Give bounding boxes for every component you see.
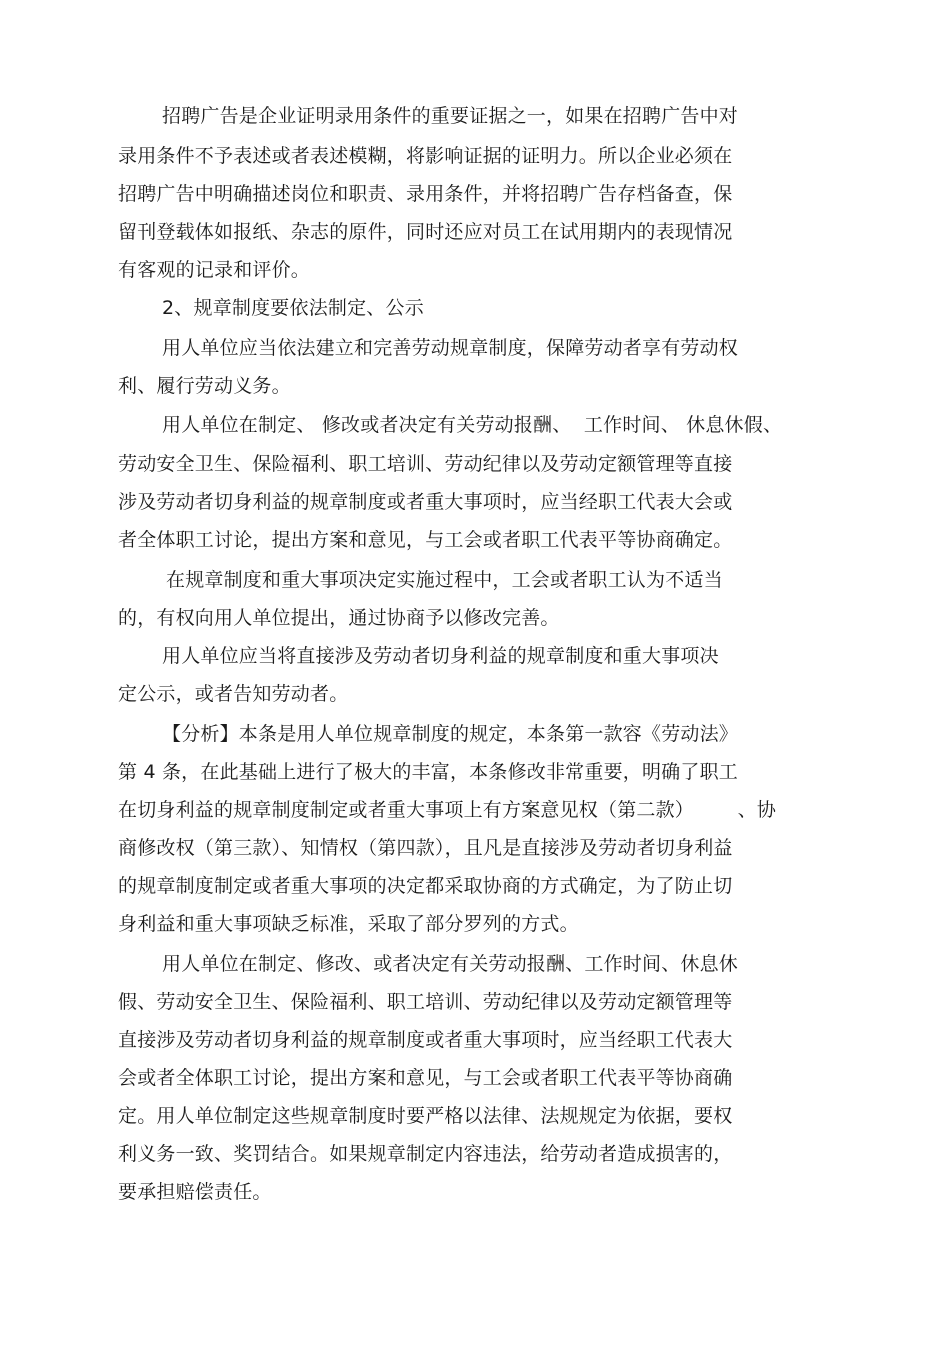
text-line: 直接涉及劳动者切身利益的规章制度或者重大事项时，应当经职工代表大 (118, 1029, 733, 1051)
text-line: 用人单位在制定、修改、或者决定有关劳动报酬、工作时间、休息休 (162, 953, 739, 975)
text-line: 用人单位应当依法建立和完善劳动规章制度，保障劳动者享有劳动权 (162, 337, 739, 359)
text-line: 定。用人单位制定这些规章制度时要严格以法律、法规规定为依据，要权 (118, 1105, 733, 1127)
text-line: 要承担赔偿责任。 (118, 1181, 272, 1203)
text-line: 会或者全体职工讨论，提出方案和意见，与工会或者职工代表平等协商确 (118, 1067, 733, 1089)
text-line: 有客观的记录和评价。 (118, 259, 311, 281)
text-line: 招聘广告是企业证明录用条件的重要证据之一，如果在招聘广告中对 (162, 105, 739, 127)
text-line: 在规章制度和重大事项决定实施过程中，工会或者职工认为不适当 (166, 569, 723, 591)
section-heading: 2、规章制度要依法制定、公示 (162, 297, 424, 319)
text-line: 第 4 条，在此基础上进行了极大的丰富，本条修改非常重要，明确了职工 (118, 761, 738, 783)
text-line: 的，有权向用人单位提出，通过协商予以修改完善。 (118, 607, 560, 629)
text-line: 的规章制度制定或者重大事项的决定都采取协商的方式确定，为了防止切 (118, 875, 733, 897)
text-line: 涉及劳动者切身利益的规章制度或者重大事项时，应当经职工代表大会或 (118, 491, 733, 513)
text-line: 留刊登载体如报纸、杂志的原件，同时还应对员工在试用期内的表现情况 (118, 221, 733, 243)
text-line: 用人单位在制定、 修改或者决定有关劳动报酬、 工作时间、 休息休假、 (162, 414, 783, 436)
text-line: 利、履行劳动义务。 (118, 375, 291, 397)
text-line: 身利益和重大事项缺乏标准，采取了部分罗列的方式。 (118, 913, 579, 935)
text-line: 商修改权（第三款）、知情权（第四款），且凡是直接涉及劳动者切身利益 (118, 837, 733, 859)
text-line: 者全体职工讨论，提出方案和意见，与工会或者职工代表平等协商确定。 (118, 529, 733, 551)
text-line: 用人单位应当将直接涉及劳动者切身利益的规章制度和重大事项决 (162, 645, 719, 667)
text-line: 招聘广告中明确描述岗位和职责、录用条件，并将招聘广告存档备查，保 (118, 183, 733, 205)
text-line: 假、劳动安全卫生、保险福利、职工培训、劳动纪律以及劳动定额管理等 (118, 991, 733, 1013)
text-line: 录用条件不予表述或者表述模糊，将影响证据的证明力。所以企业必须在 (118, 145, 733, 167)
text-line: 劳动安全卫生、保险福利、职工培训、劳动纪律以及劳动定额管理等直接 (118, 453, 733, 475)
text-line: 在切身利益的规章制度制定或者重大事项上有方案意见权（第二款） 、协 (118, 799, 777, 821)
text-line: 【分析】本条是用人单位规章制度的规定，本条第一款容《劳动法》 (162, 723, 739, 745)
text-line: 定公示，或者告知劳动者。 (118, 683, 349, 705)
text-line: 利义务一致、奖罚结合。如果规章制定内容违法，给劳动者造成损害的， (118, 1143, 733, 1165)
